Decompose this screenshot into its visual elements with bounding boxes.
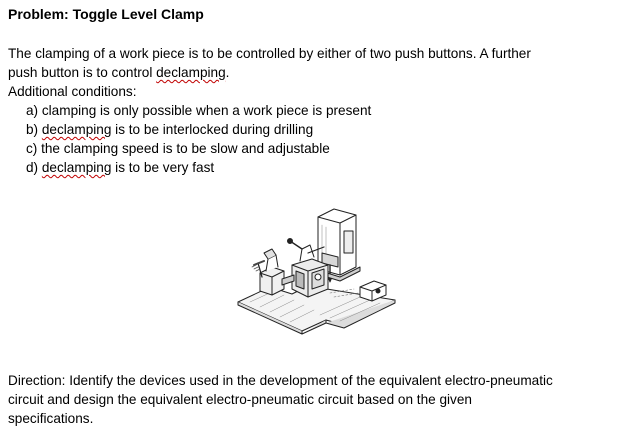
intro-line-2 bbox=[8, 63, 620, 82]
condition-c: c) the clamping speed is to be slow and adjustable bbox=[26, 141, 330, 156]
condition-d-prefix: d) bbox=[26, 160, 42, 175]
condition-b-prefix: b) bbox=[26, 122, 42, 137]
problem-statement bbox=[8, 44, 620, 177]
intro-line-1: The clamping of a work piece is to be controlled by either of two push buttons. A further bbox=[8, 46, 531, 61]
condition-d bbox=[8, 158, 620, 177]
condition-b-rest: is to be interlocked during drilling bbox=[111, 122, 314, 137]
direction-line-1: Direction: Identify the devices used in the development of the equivalent electro-pneumatic bbox=[8, 373, 553, 388]
toggle-lever-clamp-illustration bbox=[230, 205, 400, 340]
condition-a: a) clamping is only possible when a work piece is present bbox=[26, 103, 372, 118]
condition-b bbox=[8, 120, 620, 139]
direction-line-3: specifications. bbox=[8, 411, 94, 426]
intro-line-2-end: . bbox=[225, 65, 230, 80]
direction-line-2: circuit and design the equivalent electro-pneumatic circuit based on the given bbox=[8, 392, 472, 407]
problem-title: Problem: Toggle Level Clamp bbox=[8, 6, 204, 22]
spellcheck-word-declamping: declamping bbox=[41, 160, 112, 175]
conditions-heading: Additional conditions: bbox=[8, 84, 137, 99]
intro-line-2-text: push button is to control bbox=[8, 65, 157, 80]
direction-paragraph bbox=[8, 371, 620, 428]
clamp-drawing-icon bbox=[230, 205, 400, 340]
spellcheck-word-declamping: declamping bbox=[156, 65, 226, 80]
condition-d-rest: is to be very fast bbox=[111, 160, 215, 175]
spellcheck-word-declamping: declamping bbox=[41, 122, 112, 137]
